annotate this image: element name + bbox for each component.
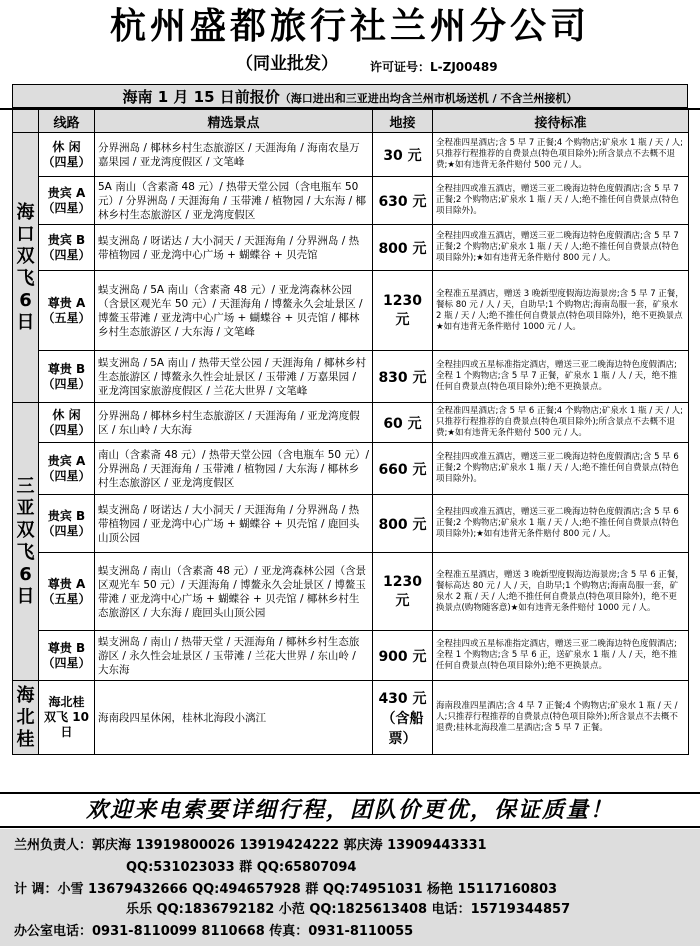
region-label: 海口双飞6日 xyxy=(16,201,35,333)
spots-cell: 5A 南山（含素斋 48 元）/ 热带天堂公园（含电瓶车 50 元）/ 分界洲岛 / 天涯海角 / 玉带滩 / 植物园 / 大东海 / 椰林乡村生态旅游区 / 亚龙湾度假区 xyxy=(95,177,373,225)
spots-cell: 蜈支洲岛 / 南山 / 热带天堂 / 天涯海角 / 椰林乡村生态旅游区 / 永久性会址景区 / 玉带滩 / 兰花大世界 / 东山岭 / 大东海 xyxy=(95,631,373,681)
route-cell: 海北桂 双飞 10 日 xyxy=(39,681,95,755)
price-cell: 430 元（含船票） xyxy=(373,681,433,755)
region-name xyxy=(13,403,39,681)
header-price: 地接 xyxy=(373,110,433,133)
contact-line: 办公室电话：0931-8110099 8110668 传真：0931-8110055 xyxy=(14,924,414,939)
price-cell: 630 元 xyxy=(373,177,433,225)
subtitle-main: 海南 1 月 15 日前报价 xyxy=(122,88,280,106)
table-row xyxy=(13,225,689,271)
header-spots: 精选景点 xyxy=(95,110,373,133)
price-cell: 830 元 xyxy=(373,351,433,403)
price-cell: 1230 元 xyxy=(373,271,433,351)
route-cell: 休 闲（四星） xyxy=(39,133,95,177)
price-cell: 800 元 xyxy=(373,495,433,553)
standard-cell: 全程挂四或准五酒店，赠送三亚二晚海边特色度假酒店;含 5 早 7 正餐;2 个购物店;矿泉水 1 瓶 / 天 / 人;绝不推任何自费景点(特色项目除外);★如有违背无条件赔付 800 元 / 人。 xyxy=(433,225,689,271)
table-row xyxy=(13,443,689,495)
header xyxy=(0,0,700,110)
header-region xyxy=(13,110,39,133)
license-number: 许可证号：L-ZJ00489 xyxy=(370,60,498,74)
standard-cell: 全程挂四或准五酒店，赠送三亚二晚海边特色度假酒店;含 5 早 7 正餐;2 个购物店;矿泉水 1 瓶 / 天 / 人;绝不推任何自费景点(特色项目除外)。 xyxy=(433,177,689,225)
wholesale-label: （同业批发） xyxy=(236,54,338,74)
table-row xyxy=(13,681,689,755)
subtitle-note: （海口进出和三亚进出均含兰州市机场送机 / 不含兰州接机） xyxy=(279,92,578,105)
table-row xyxy=(13,553,689,631)
spots-cell: 蜈支洲岛 / 呀诺达 / 大小洞天 / 天涯海角 / 分界洲岛 / 热带植物园 / 亚龙湾中心广场 + 蝴蝶谷 + 贝壳馆 xyxy=(95,225,373,271)
price-cell: 1230 元 xyxy=(373,553,433,631)
region-label: 三亚双飞6日 xyxy=(16,475,35,607)
route-cell: 贵宾 A（四星） xyxy=(39,443,95,495)
table-header-row xyxy=(13,110,689,133)
price-subtitle xyxy=(12,84,688,108)
standard-cell: 海南段准四星酒店;含 4 早 7 正餐;4 个购物店;矿泉水 1 瓶 / 天 / 人;只推荐行程推荐的自费景点(特色项目除外);所含景点不去概不退费;桂林北海段准二星酒店;含 5 早 7 正餐。 xyxy=(433,681,689,755)
table-row xyxy=(13,133,689,177)
table-row xyxy=(13,177,689,225)
standard-cell: 全程挂四或准五酒店，赠送三亚二晚海边特色度假酒店;含 5 早 6 正餐;2 个购物店;矿泉水 1 瓶 / 天 / 人;绝不推任何自费景点(特色项目除外);★如有违背无条件赔付 800 元 / 人。 xyxy=(433,495,689,553)
spots-cell: 蜈支洲岛 / 呀诺达 / 大小洞天 / 天涯海角 / 分界洲岛 / 热带植物园 / 亚龙湾中心广场 + 蝴蝶谷 + 贝壳馆 / 鹿回头山顶公园 xyxy=(95,495,373,553)
price-cell: 30 元 xyxy=(373,133,433,177)
spots-cell: 海南段四星休闲，桂林北海段小漓江 xyxy=(95,681,373,755)
header-route: 线路 xyxy=(39,110,95,133)
price-cell: 800 元 xyxy=(373,225,433,271)
price-cell: 900 元 xyxy=(373,631,433,681)
table-row xyxy=(13,271,689,351)
standard-cell: 全程挂四或准五酒店，赠送三亚二晚海边特色度假酒店;含 5 早 6 正餐;2 个购物店;矿泉水 1 瓶 / 天 / 人;绝不推任何自费景点(特色项目除外)。 xyxy=(433,443,689,495)
price-cell: 60 元 xyxy=(373,403,433,443)
region-name xyxy=(13,681,39,755)
standard-cell: 全程挂四或五星标准指定酒店，赠送三亚二晚海边特色度假酒店;全程 1 个购物店;含 5 早 7 正餐，矿泉水 1 瓶 / 人 / 天，绝不推任何自费景点(特色项目除外);绝不更换景点。 xyxy=(433,351,689,403)
route-cell: 贵宾 B（四星） xyxy=(39,495,95,553)
contacts-panel xyxy=(0,829,700,946)
contact-line: QQ:531023033 群 QQ:65807094 xyxy=(126,860,357,875)
spots-cell: 分界洲岛 / 椰林乡村生态旅游区 / 天涯海角 / 亚龙湾度假区 / 东山岭 / 大东海 xyxy=(95,403,373,443)
contact-line: 兰州负责人：郭庆海 13919800026 13919424222 郭庆涛 13909443331 xyxy=(14,838,487,853)
route-cell: 贵宾 B（四星） xyxy=(39,225,95,271)
header-standard: 接待标准 xyxy=(433,110,689,133)
spots-cell: 蜈支洲岛 / 5A 南山（含素斋 48 元）/ 亚龙湾森林公园（含景区观光车 50 元）/ 天涯海角 / 博鳌永久会址景区 / 博鳌玉带滩 / 亚龙湾中心广场 + 蝴蝶谷 + 贝壳馆 / 椰林乡村生态旅游区 / 大东海 / 文笔峰 xyxy=(95,271,373,351)
welcome-slogan: 欢迎来电索要详细行程，团队价更优，保证质量！ xyxy=(85,797,614,823)
route-cell: 尊贵 A（五星） xyxy=(39,271,95,351)
price-cell: 660 元 xyxy=(373,443,433,495)
contact-line: 乐乐 QQ:1836792182 小范 QQ:1825613408 电话：15719344857 xyxy=(126,902,571,917)
company-title: 杭州盛都旅行社兰州分公司 xyxy=(109,6,590,47)
route-cell: 贵宾 A（四星） xyxy=(39,177,95,225)
spots-cell: 分界洲岛 / 椰林乡村生态旅游区 / 天涯海角 / 海南农垦万嘉果园 / 亚龙湾度假区 / 文笔峰 xyxy=(95,133,373,177)
region-name xyxy=(13,133,39,403)
route-cell: 尊贵 B（四星） xyxy=(39,631,95,681)
table-row xyxy=(13,403,689,443)
table-row xyxy=(13,631,689,681)
route-cell: 休 闲（四星） xyxy=(39,403,95,443)
standard-cell: 全程准四星酒店;含 5 早 6 正餐;4 个购物店;矿泉水 1 瓶 / 天 / 人;只推荐行程推荐的自费景点(特色项目除外);所含景点不去概不退费;★如有违背无条件赔付 500 元 / 人。 xyxy=(433,403,689,443)
standard-cell: 全程准五星酒店，赠送 3 晚新型度假海边海景房;含 5 早 6 正餐，餐标高达 80 元 / 人 / 天，自助早;1 个购物店;海南岛服一套，矿泉水 2 瓶 / 天 / 人;绝不推任何自费景点(特色项目除外)，绝不更换景点(购物随客意)★如有违背无条件赔付 1000 元 / 人。 xyxy=(433,553,689,631)
spots-cell: 蜈支洲岛 / 南山（含素斋 48 元）/ 亚龙湾森林公园（含景区观光车 50 元）/ 天涯海角 / 博鳌永久会址景区 / 博鳌玉带滩 / 亚龙湾中心广场 + 蝴蝶谷 + 贝壳馆 / 椰林乡村生态旅游区 / 大东海 / 鹿回头山顶公园 xyxy=(95,553,373,631)
route-cell: 尊贵 A（五星） xyxy=(39,553,95,631)
standard-cell: 全程准四星酒店;含 5 早 7 正餐;4 个购物店;矿泉水 1 瓶 / 天 / 人;只推荐行程推荐的自费景点(特色项目除外);所含景点不去概不退费;★如有违背无条件赔付 500 元 / 人。 xyxy=(433,133,689,177)
spots-cell: 蜈支洲岛 / 5A 南山 / 热带天堂公园 / 天涯海角 / 椰林乡村生态旅游区 / 博鳌永久性会址景区 / 玉带滩 / 万嘉果园 / 亚龙湾国家旅游度假区 / 兰花大世界 / 文笔峰 xyxy=(95,351,373,403)
standard-cell: 全程挂四或五星标准指定酒店，赠送三亚二晚海边特色度假酒店;全程 1 个购物店;含 5 早 6 正，送矿泉水 1 瓶 / 人 / 天，绝不推任何自费景点(特色项目除外);绝不更换景点。 xyxy=(433,631,689,681)
price-table xyxy=(12,109,689,755)
table-row xyxy=(13,495,689,553)
spots-cell: 南山（含素斋 48 元）/ 热带天堂公园（含电瓶车 50 元）/ 分界洲岛 / 天涯海角 / 玉带滩 / 植物园 / 大东海 / 椰林乡村生态旅游区 / 亚龙湾度假区 xyxy=(95,443,373,495)
contact-line: 计 调：小雪 13679432666 QQ:494657928 群 QQ:74951031 杨艳 15117160803 xyxy=(14,882,558,897)
table-row xyxy=(13,351,689,403)
standard-cell: 全程准五星酒店，赠送 3 晚新型度假海边海景房;含 5 早 7 正餐，餐标 80 元 / 人 / 天，自助早;1 个购物店;海南岛服一套，矿泉水 2 瓶 / 天 / 人;绝不推任何自费景点(特色项目除外)，绝不更换景点★如有违背无条件赔付 1000 元 / 人。 xyxy=(433,271,689,351)
region-label: 海北桂 xyxy=(16,684,35,750)
route-cell: 尊贵 B（四星） xyxy=(39,351,95,403)
